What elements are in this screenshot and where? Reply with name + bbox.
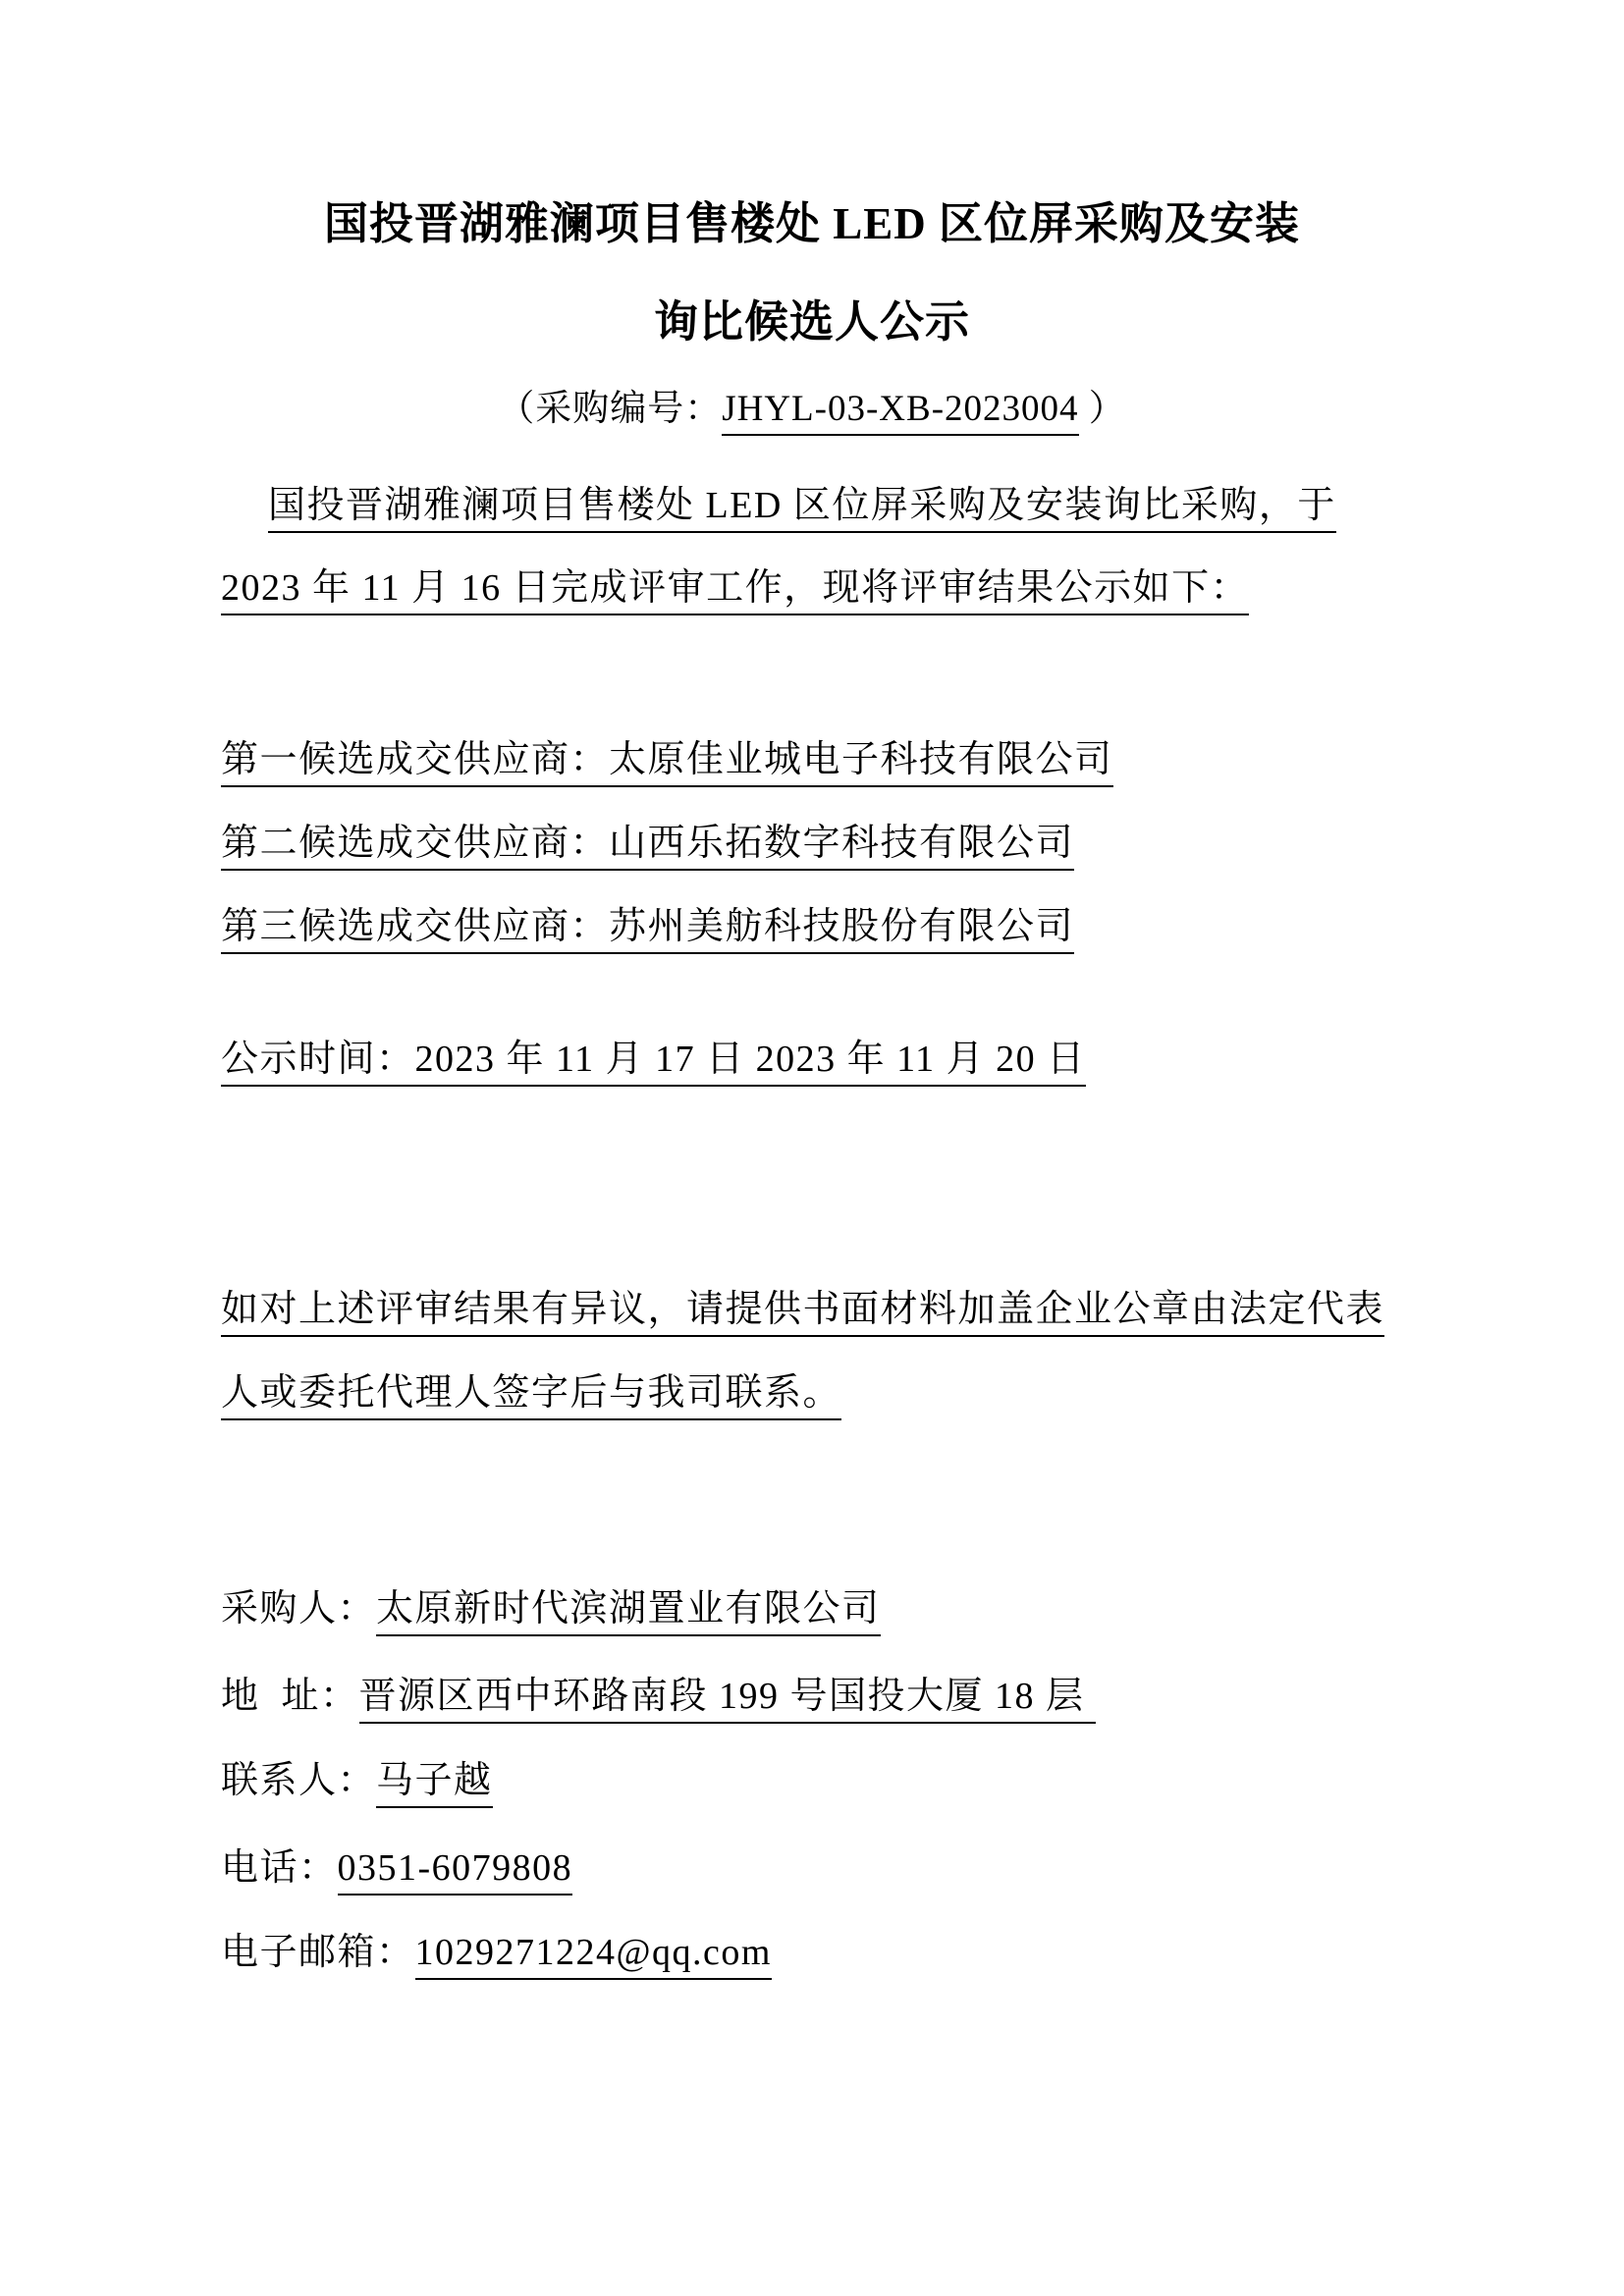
document-title-line1: 国投晋湖雅澜项目售楼处 LED 区位屏采购及安装 — [323, 199, 1301, 248]
contact-row-phone — [221, 1845, 572, 1893]
purchaser-label: 采购人： — [221, 1588, 377, 1629]
publicity-time-line — [221, 1037, 1086, 1084]
intro-paragraph-line2 — [221, 565, 1249, 613]
phone-label: 电话： — [221, 1847, 338, 1889]
objection-paragraph-line2 — [221, 1370, 841, 1417]
email-value: 1029271224@qq.com — [415, 1932, 772, 1980]
phone-value: 0351-6079808 — [338, 1847, 573, 1896]
procurement-number-suffix: ） — [1078, 389, 1126, 429]
candidate-supplier-second — [221, 821, 1074, 868]
address-value: 晋源区西中环路南段 199 号国投大厦 18 层 — [359, 1676, 1096, 1724]
candidate-supplier-first-text: 第一候选成交供应商：太原佳业城电子科技有限公司 — [221, 739, 1113, 787]
procurement-number: JHYL-03-XB-2023004 — [722, 389, 1078, 436]
objection-paragraph-line1 — [221, 1287, 1384, 1334]
procurement-number-prefix: （采购编号： — [498, 389, 723, 429]
contact-person-label: 联系人： — [221, 1760, 377, 1801]
candidate-supplier-third — [221, 904, 1074, 951]
contact-person-value: 马子越 — [376, 1760, 493, 1808]
publicity-time-text: 公示时间：2023 年 11 月 17 日 2023 年 11 月 20 日 — [221, 1039, 1086, 1087]
document-title-line2: 询比候选人公示 — [653, 297, 970, 347]
purchaser-value: 太原新时代滨湖置业有限公司 — [376, 1588, 881, 1636]
objection-text-line1: 如对上述评审结果有异议，请提供书面材料加盖企业公章由法定代表 — [221, 1289, 1384, 1337]
candidate-supplier-first — [221, 737, 1113, 784]
candidate-supplier-second-text: 第二候选成交供应商：山西乐拓数字科技有限公司 — [221, 823, 1074, 871]
contact-row-address — [221, 1674, 1096, 1721]
email-label: 电子邮箱： — [221, 1932, 415, 1973]
intro-paragraph-line1 — [221, 483, 1336, 530]
intro-text-line1: 国投晋湖雅澜项目售楼处 LED 区位屏采购及安装询比采购，于 — [268, 485, 1336, 533]
intro-text-line2: 2023 年 11 月 16 日完成评审工作，现将评审结果公示如下： — [221, 567, 1249, 615]
address-label: 地 址： — [221, 1676, 359, 1717]
contact-row-email — [221, 1930, 772, 1977]
contact-row-purchaser — [221, 1586, 881, 1633]
contact-row-person — [221, 1758, 493, 1805]
objection-text-line2: 人或委托代理人签字后与我司联系。 — [221, 1372, 841, 1420]
procurement-number-line — [0, 387, 1624, 432]
candidate-supplier-third-text: 第三候选成交供应商：苏州美舫科技股份有限公司 — [221, 906, 1074, 954]
